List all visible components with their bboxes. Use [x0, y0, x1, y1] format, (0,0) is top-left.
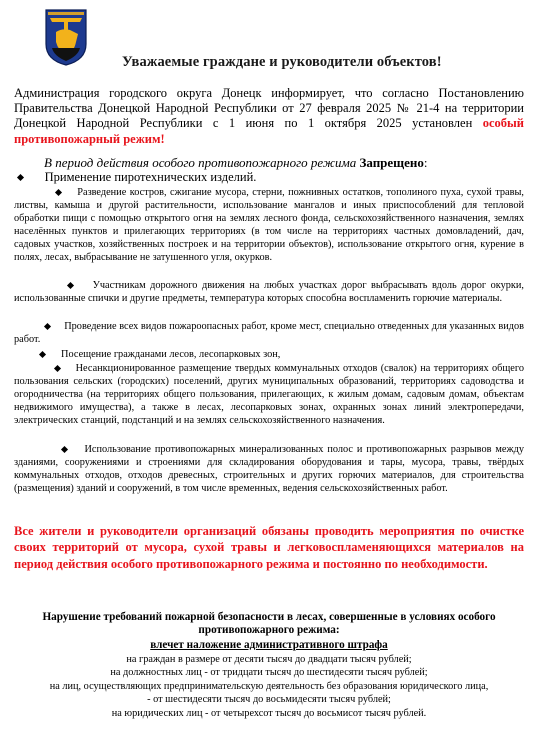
fine-line: на должностных лиц - от тридцати тысяч до шестидесяти тысяч рублей; — [110, 667, 428, 679]
ban-item — [14, 348, 524, 361]
fines-list — [0, 653, 538, 720]
regime-prefix: В период действия особого противопожарного режима — [44, 155, 357, 170]
bullet-icon — [67, 282, 74, 289]
ban-text: Применение пиротехнических изделий. — [44, 170, 257, 184]
ban-item — [14, 443, 524, 495]
regime-forbidden: Запрещено — [359, 155, 424, 170]
ban-text: Посещение гражданами лесов, лесопарковых зон, — [61, 349, 281, 360]
ban-item — [14, 320, 524, 346]
ban-item — [14, 186, 524, 265]
intro-text: Администрация городского округа Донецк информирует, что согласно Постановлению Правительства Донецкой Народной Республики от 27 февраля 2025 № 21-4 на территории Донецкой Народной Республики с 1 июня по 1 октября 2025 установлен — [14, 86, 524, 131]
regime-highlight: особый противопожарный режим! — [14, 116, 524, 146]
ban-text: Несанкционированное размещение твердых коммунальных отходов (свалок) на территориях общего пользования сельских (городских) поселений, других муниципальных образований, территориях садоводства и огородничества (на территориях общего пользования, прилегающих, к жилым домам, садовым домам, объектам недвижимого имущества), а также в лесах, лесопарковых зонах, охранных зонах линий электропередачи, электрических станций, подстанций и на землях сельскохозяйственного назначения. — [14, 363, 524, 427]
fine-line: на граждан в размере от десяти тысяч до двадцати тысяч рублей; — [126, 654, 412, 665]
ban-text: Участникам дорожного движения на любых участках дорог выбрасывать вдоль дорог окурки, использованные спички и другие предметы, температура которых способна воспламенить горючие материалы. — [14, 280, 524, 305]
bullet-icon — [55, 189, 62, 196]
fine-line: на лиц, осуществляющих предпринимательскую деятельность без образования юридического лица, — [49, 680, 489, 692]
fine-heading-text: влечет наложение административного штрафа — [150, 639, 388, 651]
fine-line: на юридических лиц - от четырехсот тысяч до восьмисот тысяч рублей. — [111, 707, 427, 719]
ban-text: Проведение всех видов пожароопасных работ, кроме мест, специально отведенных для указанных видов работ. — [14, 321, 524, 346]
ban-text: Разведение костров, сжигание мусора, стерни, пожнивных остатков, тополиного пуха, сухой травы, листвы, камыша и другой растительности, использование мангалов и иных приспособлений для тепловой обработки пищи с помощью открытого огня на землях лесного фонда, сельскохозяйственного назначения, землях населённых пунктов и прилегающих территориях (в том числе на территориях частных домовладений, дач, садовых участков, хозяйственных построек и на территории объектов), использование открытого огня, курение в полях, лесах, выбрасывание не затушенного угля, окурков. — [14, 187, 524, 264]
bullet-icon — [39, 351, 46, 358]
fine-line: - от шестидесяти тысяч до восьмидесяти тысяч рублей; — [147, 694, 391, 706]
ban-item — [18, 170, 518, 185]
page-title: Уважаемые граждане и руководители объектов! — [122, 54, 442, 70]
bullet-icon — [44, 323, 51, 330]
appeal-paragraph: Все жители и руководители организаций обязаны проводить мероприятия по очистке своих территорий от мусора, сухой травы и легковоспламеняющихся материалов на период действия особого противопожарного режима и постоянно по необходимости. — [14, 524, 524, 571]
bullet-icon — [61, 446, 68, 453]
regime-suffix: : — [423, 155, 428, 170]
regime-line — [44, 155, 524, 171]
city-emblem-icon — [44, 8, 88, 66]
violation-heading: Нарушение требований пожарной безопасности в лесах, совершенные в условиях особого противопожарного режима: — [42, 611, 496, 637]
ban-item — [14, 279, 524, 305]
ban-text: Использование противопожарных минерализованных полос и противопожарных разрывов между зданиями, сооружениями и строениями для складирования оборудования и тары, мусора, травы, твёрдых коммунальных отходов, отходов древесных, строительных и других горючих материалов, для строительства (размещения) зданий и сооружений, в том числе временных, ведения сельскохозяйственных работ. — [14, 444, 525, 495]
fine-heading — [0, 639, 538, 651]
bullet-icon — [17, 174, 24, 181]
ban-item — [14, 362, 524, 427]
bullet-icon — [53, 365, 60, 372]
intro-paragraph — [14, 86, 524, 147]
